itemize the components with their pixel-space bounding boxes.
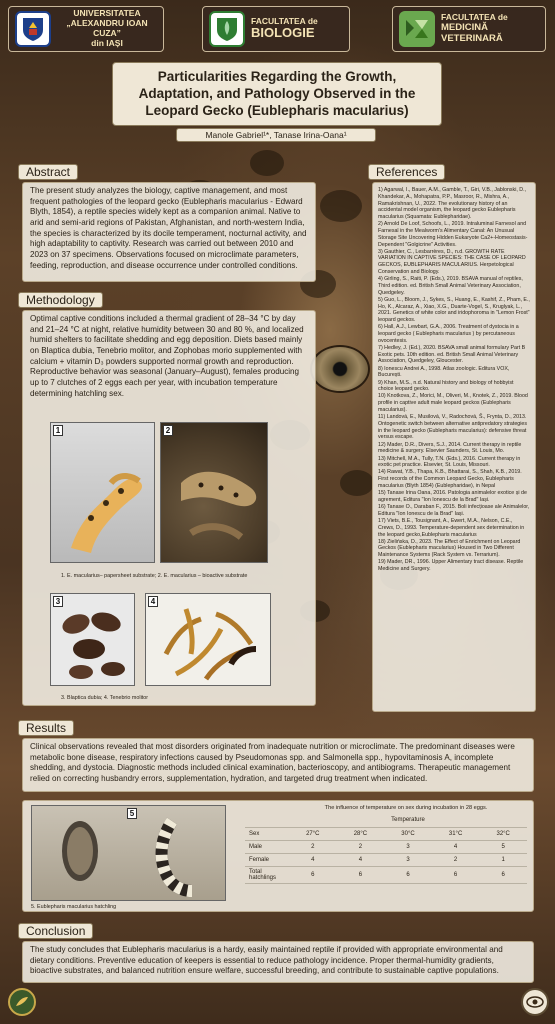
gecko-emblem-icon [8,988,36,1016]
table-cell: 6 [384,866,432,883]
university-logo-box [8,6,164,52]
table-row-label: Male [245,840,289,853]
reference-item: 11) Landová, E., Musilová, V., Radochová, Š., Frynta, D., 2013. Ontogenetic switch between alternative antipredatory strategies in the leopard gecko (Eublepharis macularius): defensive threat versus escape. [378,414,527,441]
reference-item: 9) Khan, M.S., n.d. Natural history and biology of hobbyist choice leopard gecko. [378,379,514,393]
table-empty-corner [245,814,289,827]
methodology-panel [22,310,316,706]
table-temp-col: 31°C [432,827,480,840]
reference-item: 12) Mader, D.R., Divers, S.J., 2014. Current therapy in reptile medicine & surgery. Elsevier Saunders, St. Louis, Mo. [378,441,522,455]
photo-number-5: 5 [127,808,137,819]
reference-item: 1) Agarwal, I., Bauer, A.M., Gamble, T., Giri, V.B., Jablonski, D., Khandekar, A., Mohapatra, P.P., Masroor, R., Mishra, A., Ramakrishnan, U., 2022. The evolutionary history of an accidental model organism, the leopard gecko Eublepharis macularius (Squamata: Eublepharidae). [378,187,527,221]
gecko-eye-graphic [310,345,370,393]
photo-blaptica-dubia [50,593,135,686]
table-caption: The influence of temperature on sex during incubation in 28 eggs. [324,805,488,811]
reference-item: 2) Arnold De Loof, Schoofs, L., 2019. Intraluminal Farnesol and Farnesal in the Mealworm's Alimentary Canal: An Unusual Storage Site Uncovering Hidden Eukaryote Ca2+-Homeostasis-Dependent "Golgicrine" Activities. [378,221,528,248]
methodology-text: Optimal captive conditions included a thermal gradient of 28–34 °C by day and 21–24 °C at night, relative humidity between 30 and 80 %, and localized humid shelters to facilitate shedding and egg deposition. Diets based mainly on Blaptica dubia, Tenebrio molitor, and Zophobas morio supplemented with calcium + vitamin D₃ powders supported normal growth and reproduction. Reproductive behavior was seasonal (January–August), females producing up to 7 clutches of 2 eggs each per year, with incubation temperature determining hatchling sex. [30,314,304,398]
university-line1: UNIVERSITATEA [73,8,141,19]
methodology-heading: Methodology [18,292,103,308]
table-temperature-header: Temperature [289,814,527,827]
table-row-label: Female [245,853,289,866]
table-cell: 6 [479,866,527,883]
photo-number-3: 3 [53,596,63,607]
photo-number-4: 4 [148,596,158,607]
conclusion-text: The study concludes that Eublepharis macularius is a hardy, easily maintained reptile if provided with appropriate environmental and dietary conditions. Preventive education of keepers is essential to reduce pathology incidence. Proper thermal-humidity gradients, bioactive substrates, and balanced nutrition ensure welfare, successful breeding, and contribute to sustainable captive populations. [30,945,503,976]
university-line2: „ALEXANDRU IOAN CUZA” [66,18,148,38]
photo-gecko-paper-substrate [50,422,155,563]
results-heading: Results [18,720,74,736]
table-cell: 3 [384,853,432,866]
reference-item: 8) Ionescu Andrei A., 1998. Atlas zoologic. Editura VOX, București. [378,365,510,379]
table-cell: 6 [432,866,480,883]
reference-item: 14) Rawat, Y.B., Thapa, K.B., Bhattarai, S., Shah, K.B., 2019. First records of the Common Leopard Gecko, Eublepharis macularius (Blyth 1854) (Eublepharidae), in Nepal [378,469,522,489]
reference-item: 13) Mitchell, M.A., Tully, T.N. (Eds.), 2016. Current therapy in exotic pet practice. Elsevier, St. Louis, Missouri. [378,455,521,469]
references-panel [372,182,536,712]
photo-number-2: 2 [163,425,173,436]
table-temp-col: 30°C [384,827,432,840]
caption-photos-1-2: 1. E. macularius– papersheet substrate; 2. E. macularius – bioactive substrate [61,573,248,579]
reference-item: 16) Tanase O., Daraban F., 2015. Boli infecțioase ale Animalelor, Editura "Ion Ionescu de la Brad" Iași. [378,504,530,517]
reference-item: 7) Hedley, J. (Ed.), 2020. BSAVA small animal formulary Part B Exotic pets. 10th edition. ed. British Small Animal Veterinary Association, Quedgeley, Gloucester. [378,344,526,365]
results-figure-panel [22,800,534,912]
reference-item: 5) Guo, L., Bloom, J., Sykes, S., Huang, E., Kashif, Z., Pham, E., Ho, K., Alcaraz, A., Xiao, X.G., Duarte-Vogel, S., Kruglyak, L., 2021. Genetics of white color and iridophoroma in "Lemon Frost" leopard geckos. [378,296,530,324]
table-temp-col: 32°C [479,827,527,840]
abstract-panel [22,182,316,282]
reference-item: 19) Mader, DR., 1996. Upper Alimentary tract disease. Reptile Medicine and Surgery. [378,559,524,573]
abstract-text: The present study analyzes the biology, captive management, and most frequent pathologies of the leopard gecko (Eublepharis macularius - Edward Blyth, 1854), a reptile species widely kept as a companion animal. Native to arid and semi-arid regions of Pakistan, Afghanistan, and north-western India, the species is characterized by its docile temperament, nocturnal activity, and high adaptability to captivity. Research was carried out between 2010 and 2023 on 37 specimens. Observations focused on microclimate parameters, feeding, reproduction, and disease occurrence under controlled conditions. [30,186,307,270]
biology-crest-icon [209,11,245,47]
eye-emblem-icon [521,988,549,1016]
table-temp-col: 27°C [289,827,337,840]
caption-photo-5: 5. Eublepharis macularius hatchling [31,904,117,910]
results-panel [22,738,534,792]
reference-item: 4) Girling, S., Raiti, P. (Eds.), 2019. BSAVA manual of reptiles, Third edition. ed. British Small Animal Veterinary Association, Quedgeley. [378,276,523,296]
table-row [245,840,527,853]
biology-line1: FACULTATEA de [251,15,318,26]
caption-photos-3-4: 3. Blaptica dubia; 4. Tenebrio molitor [61,695,149,701]
vet-crest-icon [399,11,435,47]
sex-temperature-table [245,805,527,884]
table-cell: 2 [337,840,385,853]
vet-line1: FACULTATEA de [441,12,508,23]
biology-line2: BIOLOGIE [251,25,315,41]
reference-item: 15) Tanase Irina Oana, 2016. Patologia animalelor exotice și de agrement, Editura "Ion Ionescu de la Brad" Iași. [378,490,527,503]
reference-item: 18) Zielińska, D., 2023. The Effect of Enrichment on Leopard Geckos (Eublepharis macularius) Housed in Two Different Maintenance Systems (Rack System vs. Terrarium). [378,538,521,559]
table-cell: 3 [384,840,432,853]
table-cell: 6 [289,866,337,883]
reference-item: 10) Knotkova, Z., Morici, M., Oliveri, M., Knotek, Z., 2019. Blood profile in captive adult male leopard geckos (Eublepharis macularius). [378,393,528,414]
table-sex-header: Sex [245,827,289,840]
table-row [245,853,527,866]
table-cell: 6 [337,866,385,883]
poster-title: Particularities Regarding the Growth, Adaptation, and Pathology Observed in the Leopard Gecko (Eublepharis macularius) [138,69,416,118]
authors: Manole Gabriel¹*, Tanase Irina-Oana¹ [176,128,376,142]
reference-item: 17) Viets, B.E., Tousignant, A., Ewert, M.A., Nelson, C.E., Crews, D., 1993. Temperature-dependent sex determination in the leopard gecko,Eublepharis macularius [378,518,525,538]
photo-gecko-bioactive-substrate [160,422,268,563]
table-cell: 2 [289,840,337,853]
table-cell: 5 [479,840,527,853]
table-cell: 4 [289,853,337,866]
photo-number-1: 1 [53,425,63,436]
table-cell: 4 [432,840,480,853]
photo-hatchling [31,805,226,901]
table-temp-col: 28°C [337,827,385,840]
biology-faculty-logo-box [202,6,350,52]
table-row-label: Total hatchlings [245,866,289,883]
poster-title-box [112,62,442,126]
reference-item: 3) Gauthier, C., Lesbarrères, D., n.d. GROWTH RATE VARIATION IN CAPTIVE SPECIES: THE CASE OF LEOPARD GECKOS, EUBLEPHARIS MACULARIUS. Herpetological Conservation and Biology. [378,248,526,275]
references-heading: References [368,164,445,180]
table-cell: 1 [479,853,527,866]
table-row [245,866,527,883]
abstract-heading: Abstract [18,164,78,180]
conclusion-panel [22,941,534,983]
university-crest-icon [15,11,51,47]
conclusion-heading: Conclusion [18,923,93,939]
table-cell: 2 [432,853,480,866]
reference-item: 6) Hall, A.J., Lewbart, G.A., 2006. Treatment of dystocia in a leopard gecko ( Eublepharis macularius ) by percutaneous ovocentesis. [378,324,519,344]
university-line3: din IAȘI [91,37,123,48]
vet-line2: MEDICINĂ VETERINARĂ [441,21,503,44]
references-list [378,187,530,573]
photo-tenebrio-molitor [145,593,271,686]
results-text: Clinical observations revealed that most disorders originated from inadequate nutrition or microclimate. The predominant diseases were metabolic bone disease, respiratory infections caused by Pseudomonas spp. and Salmonella spp., hypovitaminosis A, incomplete shedding, and dystocia. Diagnostic methods included clinical examination, bacterioscopy, and antibiograms. Therapeutic management relied on correcting husbandry errors, supplementation, hydration, and targeted drug treatment when indicated. [30,742,515,784]
vet-faculty-logo-box [392,6,546,52]
table-cell: 4 [337,853,385,866]
